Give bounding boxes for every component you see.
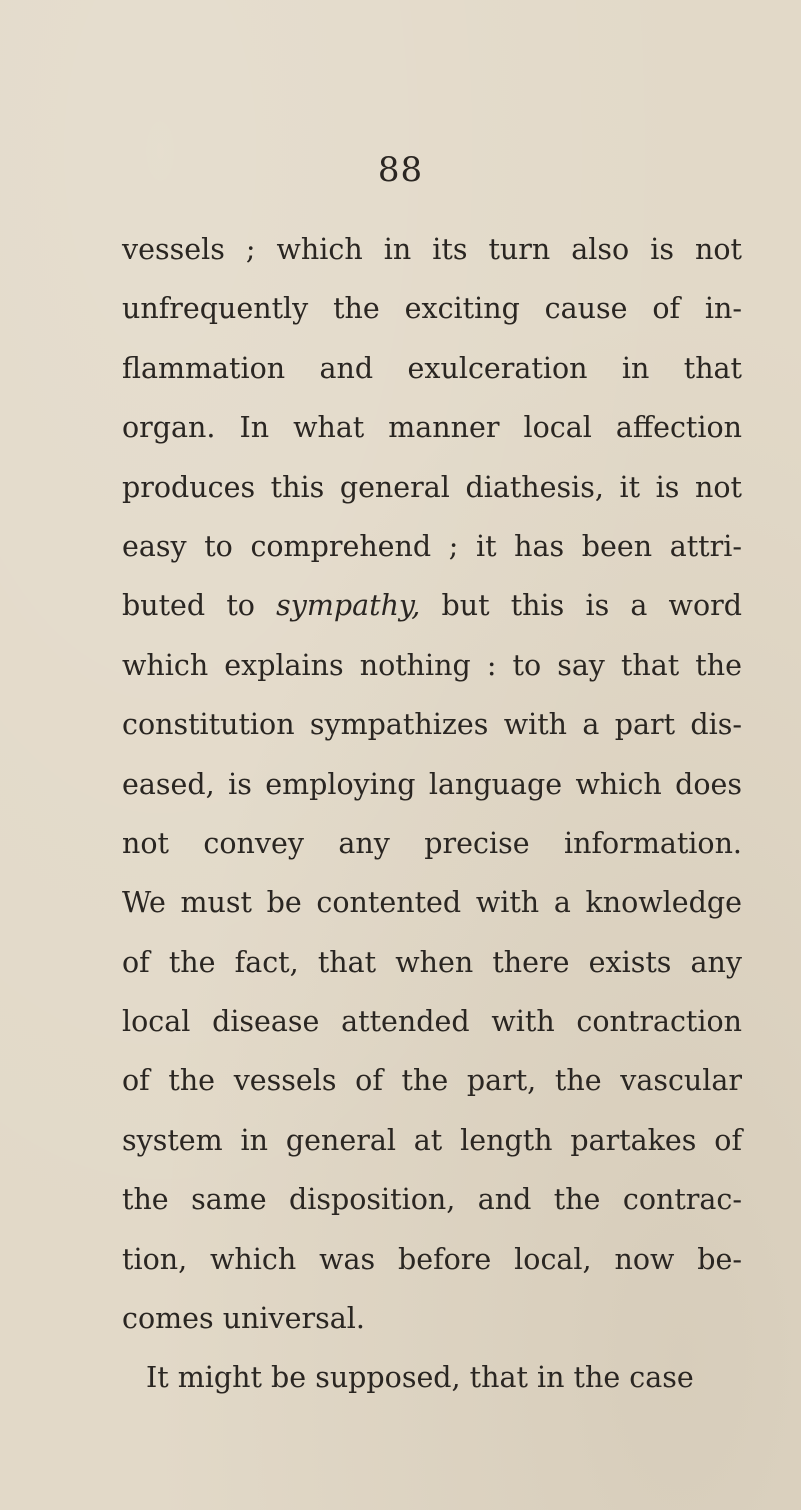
text-line: not convey any precise information. <box>122 826 742 860</box>
text-line: flammation and exulceration in that <box>122 351 742 385</box>
text-line: eased, is employing language which does <box>122 767 742 801</box>
text-line: of the vessels of the part, the vascular <box>122 1064 742 1098</box>
text-line: comes universal. <box>122 1302 365 1336</box>
text-line: local disease attended with contraction <box>122 1005 742 1039</box>
text-line: It might be supposed, that in the case <box>146 1361 694 1395</box>
text-line <box>122 576 742 635</box>
text-line: system in general at length partakes of <box>122 1123 742 1157</box>
text-segment: but this is a word <box>420 589 742 623</box>
text-line: of the fact, that when there exists any <box>122 945 742 979</box>
text-line: the same disposition, and the contrac- <box>122 1183 742 1217</box>
text-segment: buted to <box>122 589 277 623</box>
text-line: We must be contented with a knowledge <box>122 886 742 920</box>
text-line: vessels ; which in its turn also is not <box>122 233 742 266</box>
body-text <box>122 220 742 1408</box>
text-line: produces this general diathesis, it is not <box>122 470 742 504</box>
page-number: 88 <box>377 150 424 190</box>
text-line: unfrequently the exciting cause of in- <box>122 292 742 326</box>
text-line: tion, which was before local, now be- <box>122 1242 742 1276</box>
text-line: constitution sympathizes with a part dis- <box>122 708 742 742</box>
italic-word: sympathy, <box>276 589 421 623</box>
text-line: which explains nothing : to say that the <box>122 648 742 682</box>
text-line: organ. In what manner local affection <box>122 411 742 445</box>
text-line: easy to comprehend ; it has been attri- <box>122 529 742 563</box>
